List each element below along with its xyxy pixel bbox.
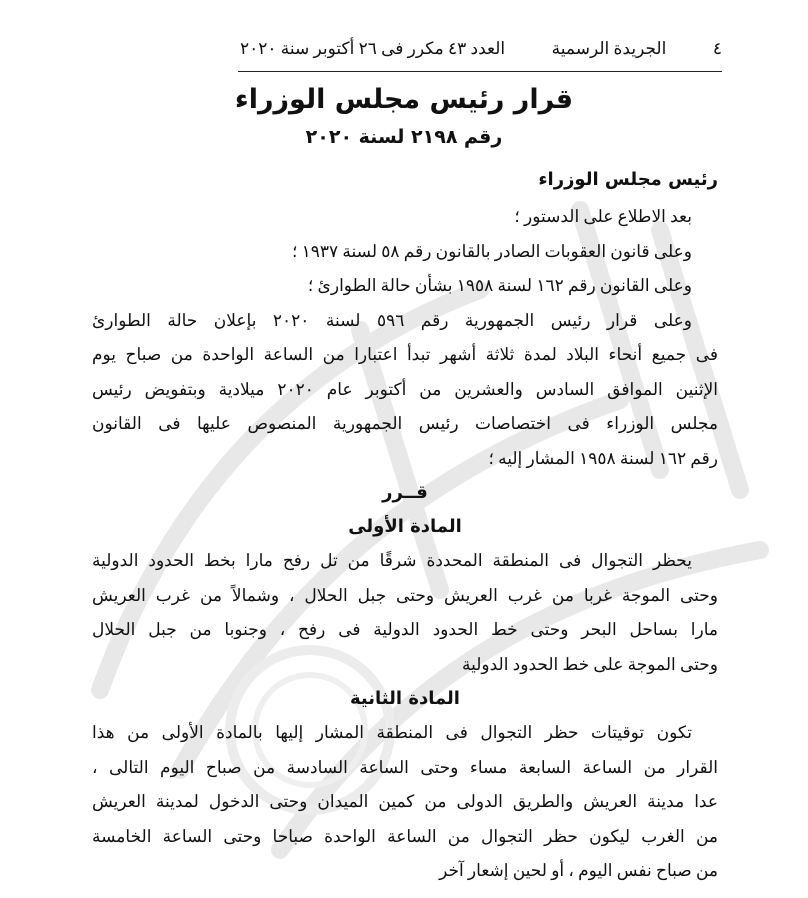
preamble-line: وعلى قانون العقوبات الصادر بالقانون رقم ٥٨ لسنة ١٩٣٧ ؛	[291, 241, 692, 261]
publication-name: الجريدة الرسمية	[551, 39, 667, 58]
preamble-line: الإثنين الموافق السادس والعشرين من أكتوبر عام ٢٠٢٠ ميلادية وبتفويض رئيس	[92, 379, 718, 399]
article1-line: يحظر التجوال فى المنطقة المحددة شرقًا من تل رفح مارا بخط الحدود الدولية	[92, 551, 692, 570]
article2-line: عدا مدينة العريش والطريق الدولى من كمين الميدان وحتى الدخول لمدينة العريش	[92, 792, 718, 811]
running-header	[240, 36, 722, 62]
decree-number: رقم ٢١٩٨ لسنة ٢٠٢٠	[305, 126, 503, 148]
issuer-heading: رئيس مجلس الوزراء	[538, 169, 718, 190]
preamble-line: مجلس الوزراء فى اختصاصات رئيس الجمهورية المنصوص عليها فى القانون	[92, 414, 718, 433]
article2-line: القرار من الساعة السابعة مساء وحتى الساعة السادسة من صباح اليوم التالى ،	[92, 757, 718, 777]
page-number: ٤	[712, 39, 722, 58]
article1-line: وحتى الموجة غربا من غرب العريش وحتى جبل الحلال ، وشمالاً من غرب العريش	[92, 585, 718, 605]
issue-info: العدد ٤٣ مكرر فى ٢٦ أكتوبر سنة ٢٠٢٠	[240, 39, 506, 58]
preamble-line: رقم ١٦٢ لسنة ١٩٥٨ المشار إليه ؛	[488, 448, 718, 468]
preamble-line: وعلى قرار رئيس الجمهورية رقم ٥٩٦ لسنة ٢٠٢٠ بإعلان حالة الطوارئ	[92, 310, 692, 330]
preamble-line: فى جميع أنحاء البلاد لمدة ثلاثة أشهر تبدأ اعتبارا من الساعة الواحدة من صباح يوم	[92, 345, 718, 364]
decree-title: قرار رئيس مجلس الوزراء	[234, 84, 574, 115]
decree-body	[92, 160, 718, 889]
article1-line: مارا بساحل البحر وحتى خط الحدود الدولية فى رفح ، وجنوبا من جبل الحلال	[92, 620, 718, 639]
preamble-line: بعد الاطلاع على الدستور ؛	[514, 207, 692, 226]
article2-line: تكون توقيتات حظر التجوال فى المنطقة المشار إليها بالمادة الأولى من هذا	[92, 723, 692, 742]
decree-word: قــرر	[382, 482, 428, 503]
article1-heading: المادة الأولى	[348, 516, 462, 537]
preamble-line: وعلى القانون رقم ١٦٢ لسنة ١٩٥٨ بشأن حالة الطوارئ ؛	[307, 276, 692, 295]
article2-line: من صباح نفس اليوم ، أو لحين إشعار آخر	[439, 861, 718, 880]
article2-heading: المادة الثانية	[350, 688, 460, 709]
article1-line: وحتى الموجة على خط الحدود الدولية	[461, 654, 718, 674]
header-divider	[238, 71, 722, 72]
article2-line: من الغرب ليكون حظر التجوال من الساعة الواحدة صباحا وحتى الساعة الخامسة	[92, 826, 718, 846]
